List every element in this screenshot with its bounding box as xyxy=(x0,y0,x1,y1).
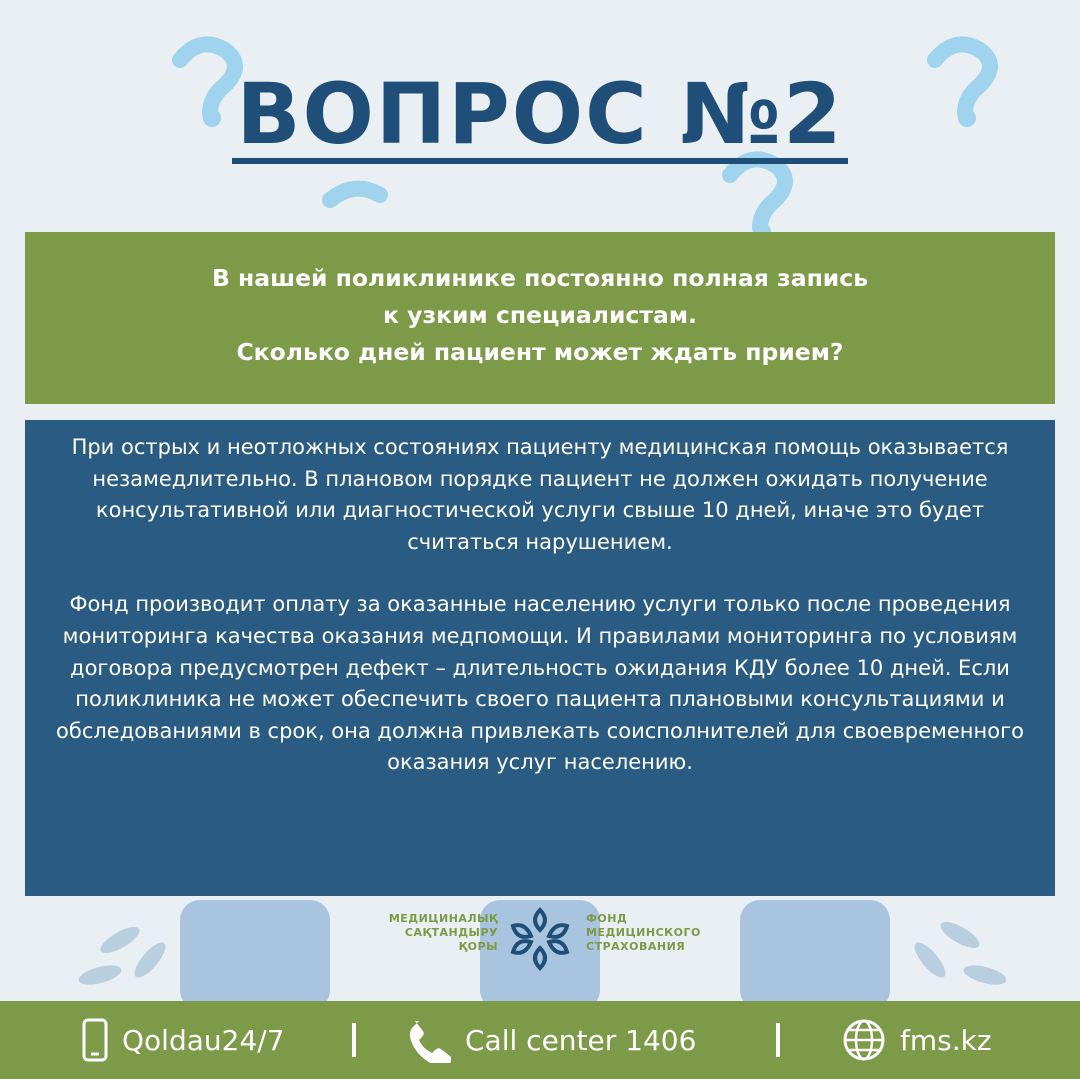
question-line-3: Сколько дней пациент может ждать прием? xyxy=(236,338,844,366)
logo-kz-line-3: ҚОРЫ xyxy=(458,940,498,953)
question-box xyxy=(25,232,1055,404)
logo-ru-line-2: МЕДИЦИНСКОГО xyxy=(586,926,701,939)
footer-app[interactable] xyxy=(82,1001,285,1079)
page-title-container xyxy=(0,65,1080,164)
phone-mobile-icon xyxy=(82,1018,108,1062)
fund-logo xyxy=(340,904,740,974)
footer-call-label: Call center 1406 xyxy=(465,1023,697,1057)
fund-logo-icon xyxy=(505,904,575,974)
question-line-2: к узким специалистам. xyxy=(383,301,697,329)
logo-kz-line-2: САҚТАНДЫРУ xyxy=(404,926,498,939)
question-line-1: В нашей поликлинике постоянно полная запись xyxy=(211,264,869,292)
logo-text-kz xyxy=(340,912,498,954)
phone-handset-icon xyxy=(405,1017,451,1063)
answer-box xyxy=(25,420,1055,896)
logo-ru-line-3: СТРАХОВАНИЯ xyxy=(586,940,686,953)
page-title: ВОПРОС №2 xyxy=(232,70,847,164)
globe-icon xyxy=(842,1018,886,1062)
logo-kz-line-1: МЕДИЦИНАЛЫҚ xyxy=(388,912,498,925)
footer-bar xyxy=(0,1001,1080,1079)
answer-paragraph-2: Фонд производит оплату за оказанные населению услуги только после проведения мониторинга качества оказания медпомощи. И правилами мониторинга по условиям договора предусмотрен дефект – длительность ожидания КДУ более 10 дней. Если поликлиника не может обеспечить своего пациента плановыми консультациями и обследованиями в срок, она должна привлекать соисполнителей для своевременного оказания услуг населению. xyxy=(56,592,1024,775)
footer-divider xyxy=(776,1023,780,1057)
answer-paragraph-1: При острых и неотложных состояниях пациенту медицинская помощь оказывается незамедлительно. В плановом порядке пациент не должен ожидать получение консультативной или диагностической услуги свыше 10 дней, иначе это будет считаться нарушением. xyxy=(71,435,1009,554)
footer-website[interactable] xyxy=(842,1001,992,1079)
footer-divider xyxy=(352,1023,356,1057)
footer-call-center[interactable] xyxy=(405,1001,696,1079)
footer-app-label: Qoldau24/7 xyxy=(122,1023,285,1057)
logo-ru-line-1: ФОНД xyxy=(586,912,628,925)
footer-web-label: fms.kz xyxy=(900,1023,992,1057)
logo-text-ru xyxy=(586,912,746,954)
